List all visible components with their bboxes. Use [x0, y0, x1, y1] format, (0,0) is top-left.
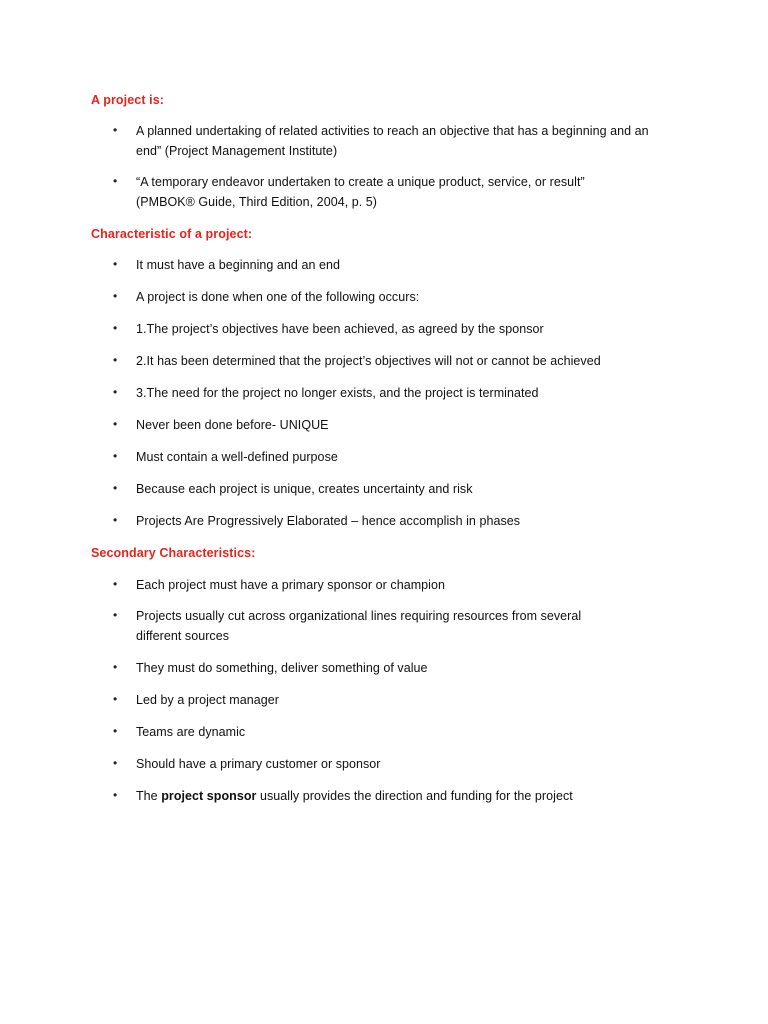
list-item: 3.The need for the project no longer exists, and the project is terminated — [136, 386, 539, 400]
bullet-icon: • — [113, 385, 118, 399]
list-item: Led by a project manager — [136, 693, 279, 707]
list-item: Because each project is unique, creates uncertainty and risk — [136, 482, 473, 496]
heading-secondary-characteristics: Secondary Characteristics: — [91, 546, 256, 560]
bullet-icon: • — [113, 481, 118, 495]
list-item: It must have a beginning and an end — [136, 258, 340, 272]
bold-term-project-sponsor: project sponsor — [161, 789, 257, 803]
list-item-project-sponsor — [136, 786, 573, 806]
list-item: Teams are dynamic — [136, 725, 246, 739]
bullet-icon: • — [113, 756, 118, 770]
text-before: The — [136, 789, 162, 803]
bullet-icon: • — [113, 608, 118, 622]
bullet-icon: • — [113, 257, 118, 271]
list-item: Never been done before- UNIQUE — [136, 418, 329, 432]
list-item: Projects usually cut across organizational lines requiring resources from several different sources — [136, 609, 582, 643]
bullet-icon: • — [113, 417, 118, 431]
list-item: A project is done when one of the following occurs: — [136, 290, 420, 304]
heading-characteristic: Characteristic of a project: — [91, 227, 253, 241]
list-item: A planned undertaking of related activities to reach an objective that has a beginning and an end” (Project Management Institute) — [136, 124, 649, 158]
list-item: Should have a primary customer or sponsor — [136, 757, 381, 771]
bullet-icon: • — [113, 123, 118, 137]
bullet-icon: • — [113, 788, 118, 802]
list-item: 2.It has been determined that the project’s objectives will not or cannot be achieved — [136, 354, 601, 368]
bullet-icon: • — [113, 353, 118, 367]
bullet-icon: • — [113, 289, 118, 303]
bullet-icon: • — [113, 660, 118, 674]
list-item: 1.The project’s objectives have been achieved, as agreed by the sponsor — [136, 322, 544, 336]
bullet-icon: • — [113, 513, 118, 527]
bullet-icon: • — [113, 174, 118, 188]
bullet-icon: • — [113, 321, 118, 335]
list-item: Each project must have a primary sponsor or champion — [136, 578, 445, 592]
list-item: They must do something, deliver something of value — [136, 661, 428, 675]
bullet-icon: • — [113, 724, 118, 738]
list-item: Must contain a well-defined purpose — [136, 450, 338, 464]
heading-a-project-is: A project is: — [91, 93, 165, 107]
list-item: “A temporary endeavor undertaken to create a unique product, service, or result” (PMBOK® Guide, Third Edition, 2004, p. 5) — [136, 175, 585, 209]
text-after: usually provides the direction and funding for the project — [256, 789, 573, 803]
list-item: Projects Are Progressively Elaborated – hence accomplish in phases — [136, 514, 521, 528]
bullet-icon: • — [113, 577, 118, 591]
bullet-icon: • — [113, 692, 118, 706]
bullet-icon: • — [113, 449, 118, 463]
